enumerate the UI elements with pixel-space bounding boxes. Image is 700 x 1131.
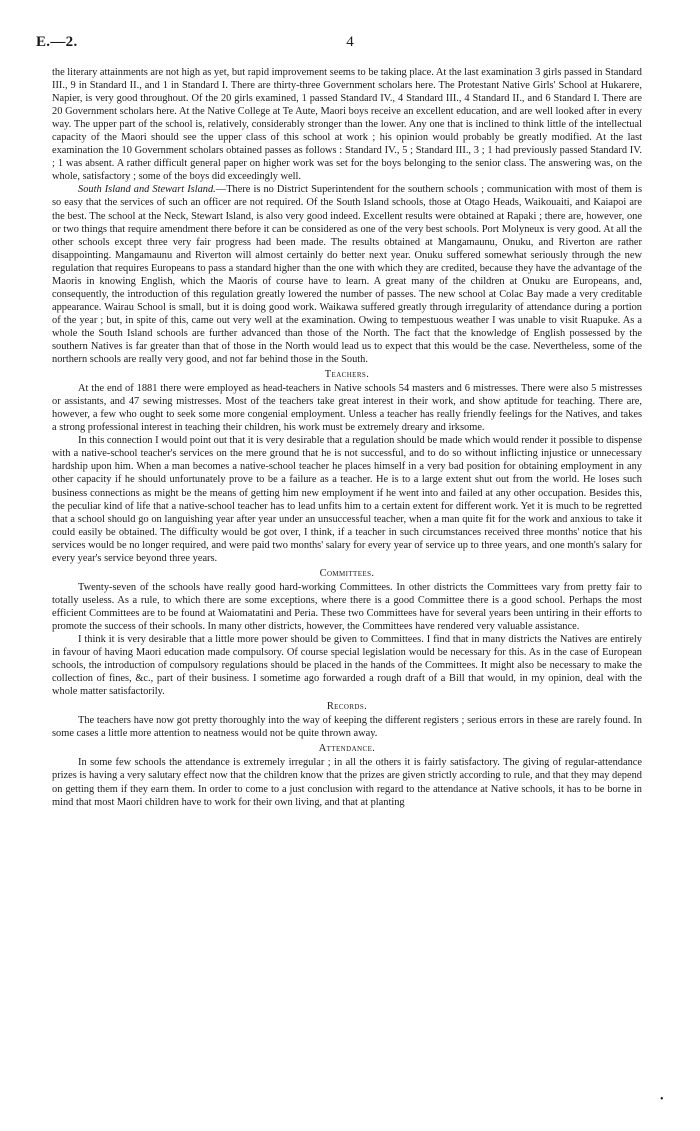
- document-reference: E.—2.: [36, 34, 78, 50]
- paragraph-south-island-text: —There is no District Superintendent for the southern schools ; communication with most of them is so easy that the services of such an officer are not required. Of the South Island schools, those at Otago Heads, Waikouaiti, and Kaiapoi are the best. The school at the Neck, Stewart Island, is also very good indeed. Excellent results were obtained at Rapaki ; there are, however, one or two things that require amendment there before it can be considered as one of the very best schools. Port Molyneux is very good. At all the other schools except three very fair progress had been made. The results obtained at Mangamaunu, Onuku, and Riverton are rather disappointing. Mangamaunu and Riverton will almost certainly do better next year. Onuku suffered somewhat seriously through the new regulation that requires Europeans to pass a standard higher than the one with which they are credited, because they have the advantage of the Maoris in knowing English, which the Maoris of course have to learn. A great many of the children at Onuku are Europeans, and, consequently, the introduction of this regulation greatly lowered the number of passes. The new school at Colac Bay made a very creditable appearance. Wairau School is small, but it is doing good work. Waikawa suffered greatly through irregularity of attendance during a portion of the year ; but, in spite of this, came out very well at the examination. Owing to tempestuous weather I was unable to visit Ruapuke. As a whole the South Island schools are further advanced than those of the North. The fact that the knowledge of English possessed by the southern Natives is far greater than that of those in the North would lead us to expect that this would be the case. Nevertheless, some of the northern schools are really very good, and not far behind those in the South.: [52, 184, 643, 366]
- paragraph-teacher-regulation: In this connection I would point out that it is very desirable that a regulation should be made which would render it possible to dispense with a native-school teacher's services on the mere ground that he is not successful, and to do so without inflicting injustice or unnecessary hardship upon him. When a man becomes a native-school teacher he places himself in a very bad position for obtaining employment in any other capacity if he should unfortunately prove to be a failure as a teacher. He is to a large extent shut out from the world. He loses such business connections as might be the means of getting him new employment if he went into and failed at any other occupation. Besides this, the peculiar kind of life that a native-school teacher has to lead unfits him to a certain extent for different work. Yet it is much to be regretted that a school should go on languishing year after year under an unsuccessful teacher, when a man quite fit for the work and anxious to take it could easily be obtained. The difficulty would be got over, I think, if a teacher in such circumstances received three months' notice that his services would be no longer required, and were paid two months' salary for every year of service up to three years, and one month's salary for every year's service beyond three years.: [52, 435, 642, 564]
- document-body: [52, 66, 642, 809]
- paragraph-committees-quality: Twenty-seven of the schools have really good hard-working Committees. In other districts the Committees vary from pretty fair to totally useless. As a rule, to which there are some exceptions, where there is a good Committee there is a good school. Perhaps the most efficient Committees are to be found at Waiomatatini and Peria. These two Committees have for several years been untiring in their efforts to promote the success of their schools. In many other districts, however, the Committees have rendered very valuable assistance.: [52, 581, 642, 632]
- paragraph-teachers-employed: At the end of 1881 there were employed as head-teachers in Native schools 54 masters and 6 mistresses. There were also 5 mistresses or assistants, and 47 sewing mistresses. Most of the teachers take great interest in their work, and show aptitude for teaching. There are, however, a few who ought to seek some more congenial employment. Unless a teacher has really friendly feelings for the Natives, and takes a strong professional interest in teaching their children, his work must be extremely dreary and irksome.: [52, 383, 642, 434]
- heading-committees: Committees.: [319, 567, 375, 579]
- heading-attendance: Attendance.: [318, 743, 376, 755]
- paragraph-hukarere-te-aute: the literary attainments are not high as yet, but rapid improvement seems to be taking place. At the last examination 3 girls passed in Standard III., 9 in Standard II., and 1 in Standard I. There are thirty-three Government scholars here. The Protestant Native Girls' School at Hukarere, Napier, is very good throughout. Of the 20 girls examined, 1 passed Standard IV., 4 Standard III., 4 Standard II., and 6 Standard I. There are 20 Government scholars here. At the Native College at Te Aute, Maori boys receive an excellent education, and are well looked after in every way. The upper part of the school is, relatively, considerably stronger than the lower. Any one that is inclined to think little of the intellectual capacity of the Maori should see the upper class of this school at work ; his opinion would probably be greatly modified. At the last examination the 10 Government scholars obtained passes as follows : Standard IV., 5 ; Standard III., 3 ; 1 had previously passed Standard IV. ; 1 was absent. A rather difficult general paper on higher work was set for the boys belonging to the senior class. The answering was, on the whole, satisfactory ; some of the boys did exceedingly well.: [52, 67, 642, 183]
- paragraph-attendance: In some few schools the attendance is extremely irregular ; in all the others it is fairly satisfactory. The giving of regular-attendance prizes is having a very salutary effect now that the children know that the prizes are given strictly according to rule, and that they may depend on getting them if they earn them. In order to come to a just conclusion with regard to the attendance at Native schools, it has to be borne in mind that most Maori children have to work for their own living, and that at planting: [52, 757, 642, 808]
- page-number: 4: [346, 34, 354, 50]
- heading-records: Records.: [326, 701, 368, 713]
- section-label-south-island: South Island and Stewart Island.: [78, 184, 216, 196]
- margin-mark: •: [660, 1094, 664, 1105]
- paragraph-committees-power: I think it is very desirable that a little more power should be given to Committees. I find that in many districts the Natives are entirely in favour of having Maori education made compulsory. Of course special legislation would be necessary for this. As in the case of European schools, the introduction of compulsory regulations should be placed in the hands of the Committees. It might also be necessary to make the collection of fines, &c., part of their business. I sometime ago forwarded a rough draft of a Bill that would, in my opinion, deal with the whole matter satisfactorily.: [52, 634, 642, 698]
- paragraph-south-island: [52, 183, 642, 366]
- heading-teachers: Teachers.: [324, 369, 370, 381]
- paragraph-records: The teachers have now got pretty thoroughly into the way of keeping the different registers ; serious errors in these are rarely found. In some cases a little more attention to neatness would not be quite thrown away.: [52, 715, 642, 740]
- page-header: [36, 34, 664, 54]
